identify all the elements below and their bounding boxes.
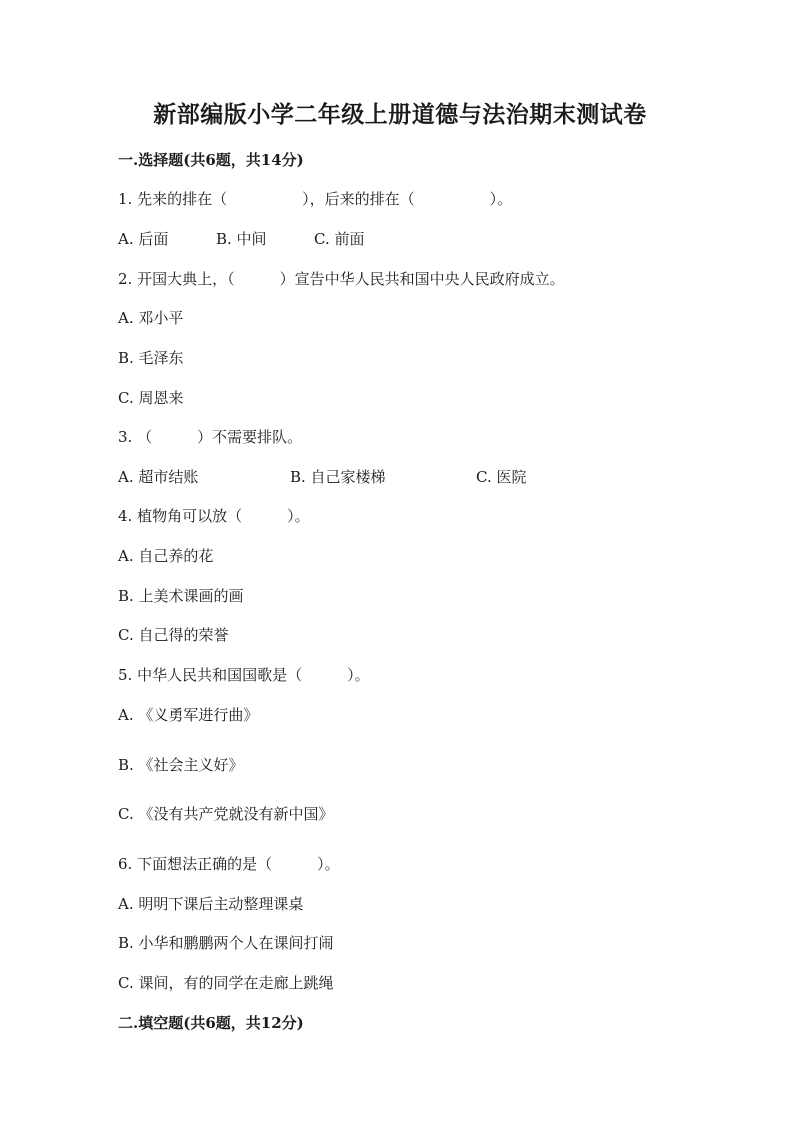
section-heading-choice: 一.选择题(共6题，共14分) [118,151,304,169]
question-6-option-c: C. 课间，有的同学在走廊上跳绳 [118,974,334,992]
question-6-stem: 6. 下面想法正确的是（ ）。 [118,855,340,873]
question-1-option-b: B. 中间 [216,230,267,248]
question-3-option-b: B. 自己家楼梯 [290,468,386,486]
question-3-option-c: C. 医院 [476,468,527,486]
question-5-option-c: C. 《没有共产党就没有新中国》 [118,805,334,823]
question-2-option-c: C. 周恩来 [118,389,184,407]
question-3-stem: 3. （ ）不需要排队。 [118,428,303,446]
question-3-option-a: A. 超市结账 [118,468,199,486]
question-2-option-b: B. 毛泽东 [118,349,184,367]
question-6-option-b: B. 小华和鹏鹏两个人在课间打闹 [118,934,334,952]
question-4-stem: 4. 植物角可以放（ ）。 [118,507,310,525]
section-heading-fill-blank: 二.填空题(共6题，共12分) [118,1014,304,1032]
page-title: 新部编版小学二年级上册道德与法治期末测试卷 [153,101,647,128]
question-1-option-a: A. 后面 [118,230,169,248]
question-2-stem: 2. 开国大典上，（ ）宣告中华人民共和国中央人民政府成立。 [118,270,565,288]
question-2-option-a: A. 邓小平 [118,309,184,327]
question-4-option-c: C. 自己得的荣誉 [118,626,229,644]
question-6-option-a: A. 明明下课后主动整理课桌 [118,895,304,913]
question-5-stem: 5. 中华人民共和国国歌是（ ）。 [118,666,370,684]
question-1-stem: 1. 先来的排在（ ），后来的排在（ ）。 [118,190,513,208]
question-1-option-c: C. 前面 [314,230,365,248]
question-4-option-a: A. 自己养的花 [118,547,214,565]
question-5-option-b: B. 《社会主义好》 [118,756,244,774]
question-4-option-b: B. 上美术课画的画 [118,587,244,605]
question-5-option-a: A. 《义勇军进行曲》 [118,706,259,724]
